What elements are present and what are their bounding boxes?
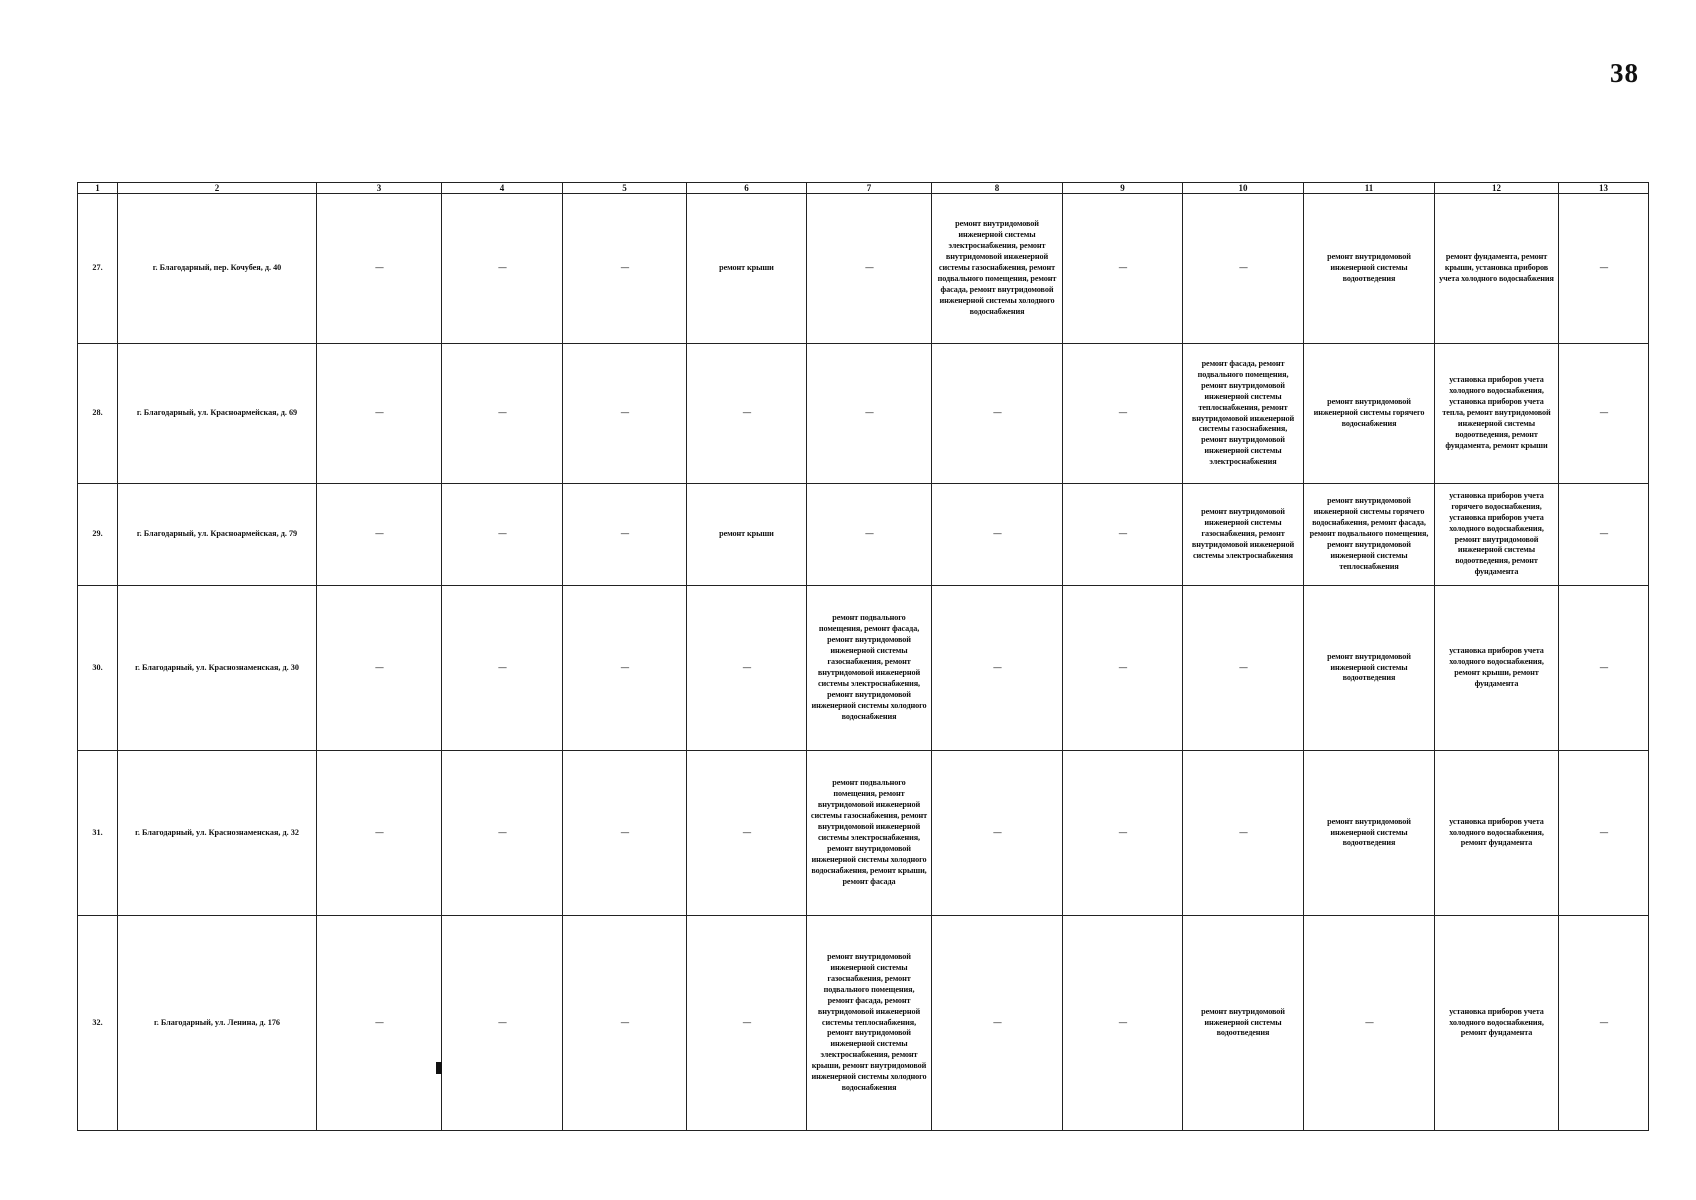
column-number: 1 — [78, 183, 118, 194]
column-number: 3 — [317, 183, 442, 194]
column-number: 8 — [932, 183, 1063, 194]
table-row — [78, 751, 1649, 916]
empty-dash-cell: — — [687, 586, 807, 751]
row-number: 31. — [78, 751, 118, 916]
empty-dash-cell: — — [1559, 751, 1649, 916]
work-description-cell: ремонт внутридомовой инженерной системы электроснабжения, ремонт внутридомовой инженерной системы газоснабжения, ремонт подвального помещения, ремонт фасада, ремонт внутридомовой инженерной системы холодного водоснабжения — [932, 194, 1063, 344]
address-cell: г. Благодарный, ул. Красноармейская, д. 69 — [118, 344, 317, 484]
work-description-cell: ремонт внутридомовой инженерной системы горячего водоснабжения — [1304, 344, 1435, 484]
work-description-cell: ремонт крыши — [687, 484, 807, 586]
empty-dash-cell: — — [1559, 484, 1649, 586]
empty-dash-cell: — — [807, 194, 932, 344]
work-description-cell: ремонт внутридомовой инженерной системы водоотведения — [1304, 194, 1435, 344]
work-description-cell: установка приборов учета горячего водоснабжения, установка приборов учета холодного водоснабжения, ремонт внутридомовой инженерной системы водоотведения, ремонт фундамента — [1435, 484, 1559, 586]
column-number: 4 — [442, 183, 563, 194]
empty-dash-cell: — — [1559, 586, 1649, 751]
work-description-cell: ремонт фундамента, ремонт крыши, установка приборов учета холодного водоснабжения — [1435, 194, 1559, 344]
row-number: 29. — [78, 484, 118, 586]
table-row — [78, 916, 1649, 1131]
empty-dash-cell: — — [807, 484, 932, 586]
row-number: 28. — [78, 344, 118, 484]
row-number: 32. — [78, 916, 118, 1131]
address-cell: г. Благодарный, ул. Краснознаменская, д. 30 — [118, 586, 317, 751]
empty-dash-cell: — — [317, 916, 442, 1131]
empty-dash-cell: — — [317, 586, 442, 751]
empty-dash-cell: — — [317, 484, 442, 586]
empty-dash-cell: — — [563, 344, 687, 484]
row-number: 27. — [78, 194, 118, 344]
empty-dash-cell: — — [1183, 751, 1304, 916]
empty-dash-cell: — — [1063, 484, 1183, 586]
empty-dash-cell: — — [442, 916, 563, 1131]
empty-dash-cell: — — [442, 194, 563, 344]
work-description-cell: ремонт внутридомовой инженерной системы газоснабжения, ремонт внутридомовой инженерной системы электроснабжения — [1183, 484, 1304, 586]
scan-artifact — [436, 1062, 442, 1074]
empty-dash-cell: — — [317, 194, 442, 344]
empty-dash-cell: — — [1559, 344, 1649, 484]
column-number: 13 — [1559, 183, 1649, 194]
work-description-cell: ремонт внутридомовой инженерной системы газоснабжения, ремонт подвального помещения, ремонт фасада, ремонт внутридомовой инженерной системы теплоснабжения, ремонт внутридомовой инженерной системы электроснабжения, ремонт крыши, ремонт внутридомовой инженерной системы холодного водоснабжения — [807, 916, 932, 1131]
work-description-cell: ремонт внутридомовой инженерной системы водоотведения — [1183, 916, 1304, 1131]
empty-dash-cell: — — [563, 586, 687, 751]
empty-dash-cell: — — [1063, 344, 1183, 484]
empty-dash-cell: — — [1063, 586, 1183, 751]
empty-dash-cell: — — [932, 586, 1063, 751]
empty-dash-cell: — — [687, 916, 807, 1131]
work-description-cell: ремонт крыши — [687, 194, 807, 344]
column-number: 6 — [687, 183, 807, 194]
empty-dash-cell: — — [442, 484, 563, 586]
empty-dash-cell: — — [807, 344, 932, 484]
work-description-cell: ремонт внутридомовой инженерной системы горячего водоснабжения, ремонт фасада, ремонт подвального помещения, ремонт внутридомовой инженерной системы теплоснабжения — [1304, 484, 1435, 586]
column-number: 2 — [118, 183, 317, 194]
empty-dash-cell: — — [1183, 194, 1304, 344]
work-description-cell: установка приборов учета холодного водоснабжения, установка приборов учета тепла, ремонт внутридомовой инженерной системы водоотведения, ремонт фундамента, ремонт крыши — [1435, 344, 1559, 484]
empty-dash-cell: — — [563, 194, 687, 344]
row-number: 30. — [78, 586, 118, 751]
repair-schedule-table — [77, 182, 1649, 1131]
work-description-cell: ремонт фасада, ремонт подвального помещения, ремонт внутридомовой инженерной системы теплоснабжения, ремонт внутридомовой инженерной системы газоснабжения, ремонт внутридомовой инженерной системы электроснабжения — [1183, 344, 1304, 484]
empty-dash-cell: — — [1063, 194, 1183, 344]
empty-dash-cell: — — [563, 751, 687, 916]
empty-dash-cell: — — [932, 484, 1063, 586]
page-number: 38 — [1610, 58, 1639, 88]
empty-dash-cell: — — [932, 751, 1063, 916]
column-number: 5 — [563, 183, 687, 194]
column-number: 9 — [1063, 183, 1183, 194]
empty-dash-cell: — — [442, 751, 563, 916]
empty-dash-cell: — — [1183, 586, 1304, 751]
address-cell: г. Благодарный, ул. Красноармейская, д. 79 — [118, 484, 317, 586]
empty-dash-cell: — — [1559, 916, 1649, 1131]
empty-dash-cell: — — [687, 344, 807, 484]
column-number: 10 — [1183, 183, 1304, 194]
work-description-cell: ремонт внутридомовой инженерной системы водоотведения — [1304, 751, 1435, 916]
empty-dash-cell: — — [442, 586, 563, 751]
address-cell: г. Благодарный, пер. Кочубея, д. 40 — [118, 194, 317, 344]
empty-dash-cell: — — [687, 751, 807, 916]
work-description-cell: установка приборов учета холодного водоснабжения, ремонт фундамента — [1435, 751, 1559, 916]
column-number: 12 — [1435, 183, 1559, 194]
address-cell: г. Благодарный, ул. Краснознаменская, д. 32 — [118, 751, 317, 916]
empty-dash-cell: — — [317, 751, 442, 916]
table-row — [78, 344, 1649, 484]
empty-dash-cell: — — [442, 344, 563, 484]
empty-dash-cell: — — [563, 916, 687, 1131]
empty-dash-cell: — — [932, 344, 1063, 484]
table-row — [78, 484, 1649, 586]
empty-dash-cell: — — [317, 344, 442, 484]
table-row — [78, 194, 1649, 344]
work-description-cell: ремонт подвального помещения, ремонт фасада, ремонт внутридомовой инженерной системы газоснабжения, ремонт внутридомовой инженерной системы электроснабжения, ремонт внутридомовой инженерной системы холодного водоснабжения — [807, 586, 932, 751]
column-number-header-row — [78, 183, 1649, 194]
work-description-cell: установка приборов учета холодного водоснабжения, ремонт крыши, ремонт фундамента — [1435, 586, 1559, 751]
work-description-cell: установка приборов учета холодного водоснабжения, ремонт фундамента — [1435, 916, 1559, 1131]
work-description-cell: ремонт внутридомовой инженерной системы водоотведения — [1304, 586, 1435, 751]
empty-dash-cell: — — [1063, 751, 1183, 916]
empty-dash-cell: — — [1559, 194, 1649, 344]
column-number: 7 — [807, 183, 932, 194]
table-row — [78, 586, 1649, 751]
address-cell: г. Благодарный, ул. Ленина, д. 176 — [118, 916, 317, 1131]
column-number: 11 — [1304, 183, 1435, 194]
empty-dash-cell: — — [1304, 916, 1435, 1131]
empty-dash-cell: — — [1063, 916, 1183, 1131]
empty-dash-cell: — — [563, 484, 687, 586]
work-description-cell: ремонт подвального помещения, ремонт внутридомовой инженерной системы газоснабжения, ремонт внутридомовой инженерной системы электроснабжения, ремонт внутридомовой инженерной системы холодного водоснабжения, ремонт крыши, ремонт фасада — [807, 751, 932, 916]
empty-dash-cell: — — [932, 916, 1063, 1131]
